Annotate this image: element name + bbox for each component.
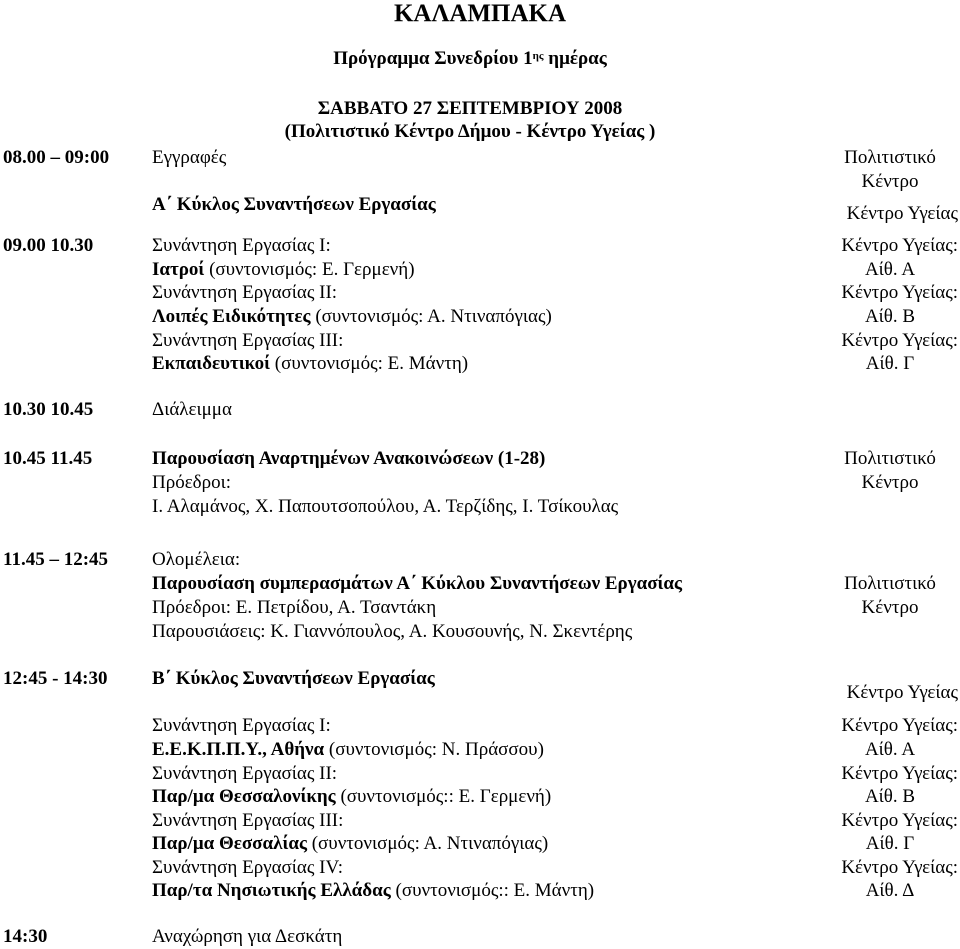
s3-time: 09.00 10.30: [3, 235, 94, 256]
s3-m1-detail: [152, 259, 415, 281]
s7-m3-detail: [152, 833, 548, 855]
s5-title: Παρουσίαση Αναρτημένων Ανακοινώσεων (1-28): [152, 448, 546, 469]
s7-m2-bold: Παρ/μα Θεσσαλονίκης: [152, 786, 336, 807]
town-title: ΚΑΛΑΜΠΑΚΑ: [393, 0, 567, 27]
s1-title: Εγγραφές: [152, 147, 227, 168]
program-pre: Πρόγραμμα Συνεδρίου 1: [333, 48, 533, 69]
s3-m2-rest: (συντονισμός: Α. Ντιναπόγιας): [310, 306, 552, 327]
s7-m1-detail: [152, 739, 544, 761]
s6-loc2: Κέντρο: [861, 597, 919, 618]
s3-room-c: Αίθ. Γ: [865, 353, 915, 374]
s2-loc: Κέντρο Υγείας: [846, 203, 958, 224]
s7-room-b: Αίθ. Β: [864, 786, 916, 807]
s7-loc-d: Κέντρο Υγείας:: [841, 857, 958, 878]
s7-m2-rest: (συντονισμός:: Ε. Γερμενή): [335, 786, 552, 807]
s7-loc-a: Κέντρο Υγείας:: [841, 715, 958, 736]
s3-m3-rest: (συντονισμός: Ε. Μάντη): [270, 353, 469, 374]
date-line: ΣΑΒΒΑΤΟ 27 ΣΕΠΤΕΜΒΡΙΟΥ 2008: [317, 98, 623, 119]
s1-loc2: Κέντρο: [861, 171, 919, 192]
s7-m4-rest: (συντονισμός:: Ε. Μάντη): [390, 880, 595, 901]
s8-time: 14:30: [3, 926, 48, 947]
s7-m1: Συνάντηση Εργασίας Ι:: [152, 715, 331, 736]
s5-loc1: Πολιτιστικό: [844, 448, 936, 469]
s8-title: Αναχώρηση για Δεσκάτη: [152, 926, 343, 947]
s5-chairs-label: Πρόεδροι:: [152, 472, 232, 493]
program-title: [0, 48, 950, 70]
s7-m4-detail: [152, 880, 594, 902]
s3-room-a: Αίθ. Α: [864, 259, 916, 280]
s6-label: Ολομέλεια:: [152, 549, 241, 570]
s7-m3-rest: (συντονισμός: Α. Ντιναπόγιας): [306, 833, 549, 854]
s3-loc-c: Κέντρο Υγείας:: [841, 330, 958, 351]
s7-room-a: Αίθ. Α: [864, 739, 916, 760]
s7-loc-c: Κέντρο Υγείας:: [841, 810, 958, 831]
s6-talks: Παρουσιάσεις: Κ. Γιαννόπουλος, Α. Κουσουνής, Ν. Σκεντέρης: [152, 621, 633, 642]
s3-loc-b: Κέντρο Υγείας:: [841, 282, 958, 303]
s6-title: Παρουσίαση συμπερασμάτων Α΄ Κύκλου Συναντήσεων Εργασίας: [152, 573, 683, 594]
s3-m3: Συνάντηση Εργασίας ΙΙΙ:: [152, 330, 344, 351]
s5-time: 10.45 11.45: [3, 448, 93, 469]
s7-m2-detail: [152, 786, 551, 808]
s7-loc: Κέντρο Υγείας: [846, 682, 958, 703]
s7-loc-b: Κέντρο Υγείας:: [841, 763, 958, 784]
s3-m2-bold: Λοιπές Ειδικότητες: [152, 306, 311, 327]
s1-time: 08.00 – 09:00: [3, 147, 110, 168]
s7-title: Β΄ Κύκλος Συναντήσεων Εργασίας: [152, 668, 435, 689]
venue-line: (Πολιτιστικό Κέντρο Δήμου - Κέντρο Υγείας ): [284, 121, 656, 142]
s7-m4: Συνάντηση Εργασίας ΙV:: [152, 857, 344, 878]
s7-room-c: Αίθ. Γ: [865, 833, 915, 854]
s3-loc-a: Κέντρο Υγείας:: [841, 235, 958, 256]
s5-loc2: Κέντρο: [861, 472, 919, 493]
s2-title: Α΄ Κύκλος Συναντήσεων Εργασίας: [152, 194, 436, 215]
program-sup: ης: [532, 50, 544, 62]
s7-m3-bold: Παρ/μα Θεσσαλίας: [152, 833, 307, 854]
s1-loc1: Πολιτιστικό: [844, 147, 936, 168]
s7-room-d: Αίθ. Δ: [865, 880, 915, 901]
s7-m1-rest: (συντονισμός: Ν. Πράσσου): [324, 739, 544, 760]
s3-m1-bold: Ιατροί: [152, 259, 205, 280]
s4-title: Διάλειμμα: [152, 399, 232, 420]
s5-chairs: Ι. Αλαμάνος, Χ. Παπουτσοπούλου, Α. Τερζίδης, Ι. Τσίκουλας: [152, 496, 619, 517]
s3-m3-bold: Εκπαιδευτικοί: [152, 353, 271, 374]
s7-m1-bold: Ε.Ε.Κ.Π.Π.Υ., Αθήνα: [152, 739, 325, 760]
s7-m4-bold: Παρ/τα Νησιωτικής Ελλάδας: [152, 880, 391, 901]
s7-time: 12:45 - 14:30: [3, 668, 108, 689]
s6-time: 11.45 – 12:45: [3, 549, 109, 570]
s3-room-b: Αίθ. Β: [864, 306, 916, 327]
program-post: ημέρας: [543, 48, 607, 69]
s6-chairs: Πρόεδροι: Ε. Πετρίδου, Α. Τσαντάκη: [152, 597, 437, 618]
s7-m3: Συνάντηση Εργασίας ΙΙΙ:: [152, 810, 344, 831]
s3-m2: Συνάντηση Εργασίας ΙΙ:: [152, 282, 338, 303]
s3-m1: Συνάντηση Εργασίας Ι:: [152, 235, 331, 256]
s7-m2: Συνάντηση Εργασίας ΙΙ:: [152, 763, 338, 784]
s6-loc1: Πολιτιστικό: [844, 573, 936, 594]
s3-m2-detail: [152, 306, 552, 328]
s3-m1-rest: (συντονισμός: Ε. Γερμενή): [204, 259, 415, 280]
s3-m3-detail: [152, 353, 468, 375]
s4-time: 10.30 10.45: [3, 399, 94, 420]
